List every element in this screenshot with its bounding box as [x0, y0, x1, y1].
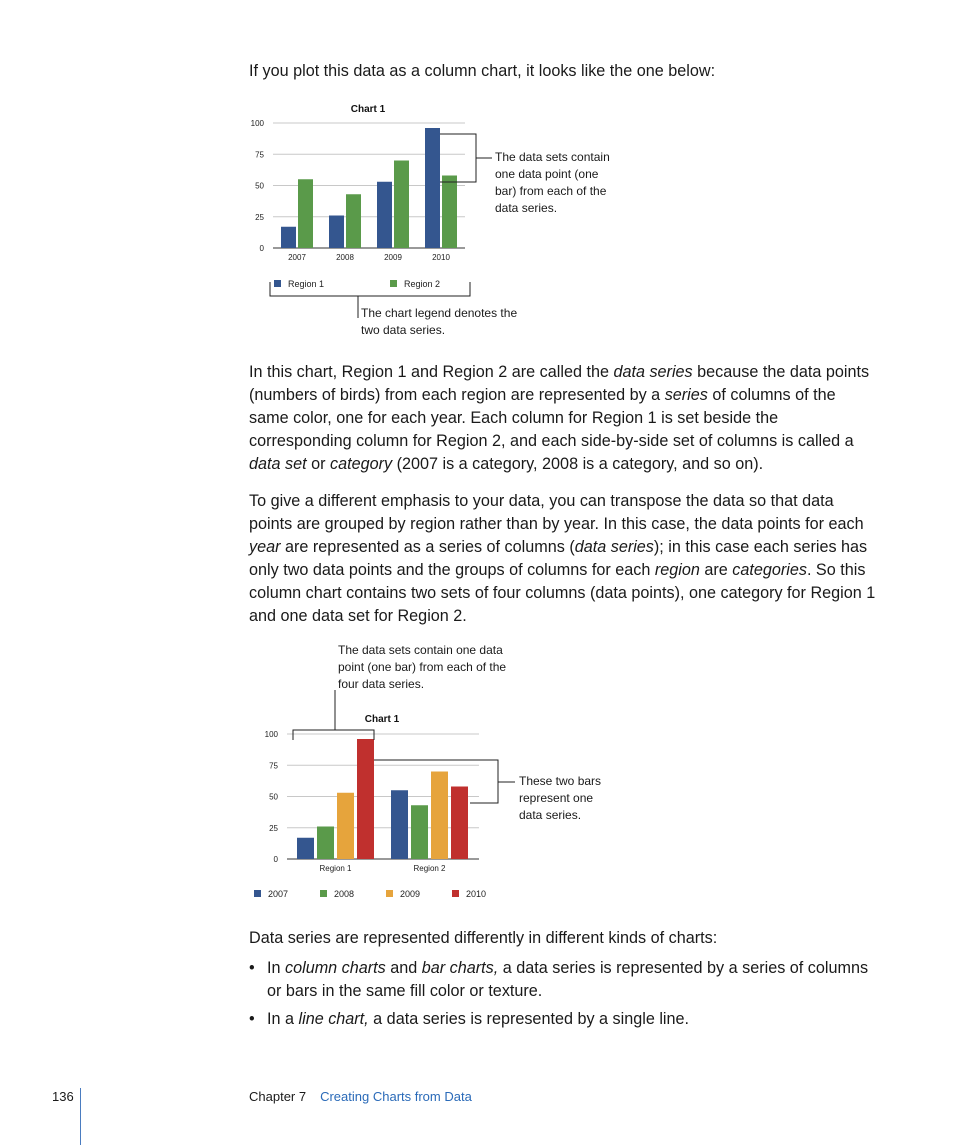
legend-label: 2009: [400, 889, 421, 899]
list-item: • In a line chart, a data series is represented by a single line.: [249, 1010, 690, 1028]
legend-label: 2007: [268, 889, 289, 899]
paragraph-transpose: To give a different emphasis to your data, you can transpose the data so that data points are grouped by region rather than by year. In this case, the data points for each year are represented as a series of columns (data series); in this case each series has only two data points and the groups of columns for each region are categories. So this column chart contains two sets of four columns (data points), one category for Region 1 and one data set for Region 2.: [249, 492, 876, 625]
legend-swatch: [390, 280, 397, 287]
page-number: 136: [52, 1089, 74, 1104]
y-tick-label: 50: [255, 181, 264, 191]
y-tick-label: 25: [255, 212, 264, 222]
x-tick-label: 2008: [336, 253, 354, 262]
bar-2008: [411, 805, 428, 859]
bar-2008: [317, 827, 334, 860]
y-tick-label: 75: [269, 761, 278, 771]
legend-swatch: [274, 280, 281, 287]
x-tick-label: 2009: [384, 253, 402, 262]
bar-region-2: [346, 194, 361, 248]
legend-swatch: [452, 890, 459, 897]
y-tick-label: 100: [250, 119, 264, 128]
dataset-callout-bracket: [440, 134, 492, 182]
y-tick-label: 0: [273, 855, 278, 864]
legend-label: Region 1: [288, 279, 325, 289]
intro-paragraph: If you plot this data as a column chart, it looks like the one below:: [249, 62, 716, 80]
paragraph-data-series: In this chart, Region 1 and Region 2 are called the data series because the data points (numbers of birds) from each region are represented by a series of columns of the same color, one for each year. Each column for Region 1 is set beside the corresponding column for Region 2, and each side-by-side set of columns is called a data set or category (2007 is a category, 2008 is a category, and so on).: [249, 363, 870, 473]
callout-legend-1: The chart legend denotes the two data series.: [361, 306, 518, 337]
bar-region-1: [377, 182, 392, 248]
chart-title: Chart 1: [350, 104, 386, 115]
dataset-callout-bracket: [293, 690, 374, 740]
y-tick-label: 50: [269, 792, 278, 802]
legend-label: 2008: [334, 889, 355, 899]
bar-2007: [391, 790, 408, 859]
chart-by-region: [0, 685, 954, 915]
bar-region-1: [329, 216, 344, 249]
bar-2007: [297, 838, 314, 859]
x-tick-label: 2007: [288, 253, 306, 262]
bar-region-1: [425, 128, 440, 248]
callout-series-2: These two bars represent one data series.: [519, 774, 602, 822]
x-tick-label: Region 2: [413, 864, 446, 873]
y-tick-label: 25: [269, 823, 278, 833]
legend-swatch: [386, 890, 393, 897]
callout-datasets-2: The data sets contain one data point (one bar) from each of the four data series.: [338, 643, 507, 691]
paragraph-chart-kinds: Data series are represented differently in different kinds of charts:: [249, 929, 718, 947]
chapter-title-link[interactable]: Creating Charts from Data: [320, 1089, 472, 1104]
bar-region-2: [394, 161, 409, 249]
y-tick-label: 100: [264, 730, 278, 739]
bar-region-2: [442, 176, 457, 249]
footer-chapter: Chapter 7 Creating Charts from Data: [249, 1089, 472, 1104]
list-item: • In column charts and bar charts, a data series is represented by a series of columns or bars in the same fill color or texture.: [249, 959, 869, 1000]
legend-label: Region 2: [404, 279, 441, 289]
bar-2009: [337, 793, 354, 859]
bar-2009: [431, 772, 448, 860]
bar-region-2: [298, 179, 313, 248]
y-tick-label: 0: [259, 244, 264, 253]
footer-divider: [80, 1088, 81, 1145]
y-tick-label: 75: [255, 150, 264, 160]
bar-2010: [451, 787, 468, 860]
callout-datasets-1: The data sets contain one data point (one bar) from each of the data series.: [495, 150, 610, 215]
bar-region-1: [281, 227, 296, 248]
bar-2010: [357, 739, 374, 859]
x-tick-label: 2010: [432, 253, 450, 262]
x-tick-label: Region 1: [319, 864, 352, 873]
legend-label: 2010: [466, 889, 487, 899]
legend-swatch: [254, 890, 261, 897]
legend-swatch: [320, 890, 327, 897]
chart-title: Chart 1: [364, 714, 400, 725]
